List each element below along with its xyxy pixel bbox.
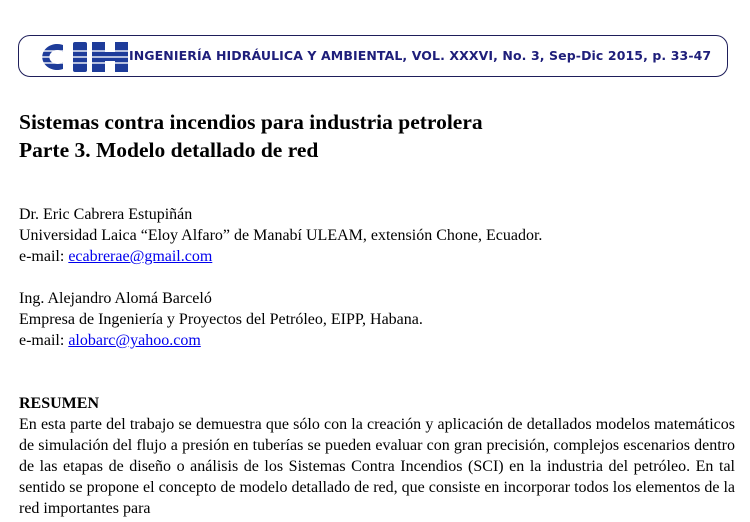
abstract-section bbox=[19, 393, 735, 519]
author-affiliation: Empresa de Ingeniería y Proyectos del Petróleo, EIPP, Habana. bbox=[19, 311, 423, 328]
paper-title bbox=[19, 108, 483, 164]
abstract-heading: RESUMEN bbox=[19, 395, 100, 412]
author-block bbox=[19, 288, 542, 351]
title-line-1: Sistemas contra incendios para industria petrolera bbox=[19, 110, 483, 134]
author-affiliation: Universidad Laica “Eloy Alfaro” de Manabí ULEAM, extensión Chone, Ecuador. bbox=[19, 227, 543, 244]
author-email-link[interactable]: alobarc@yahoo.com bbox=[68, 332, 201, 349]
author-list bbox=[19, 204, 542, 372]
journal-logo bbox=[33, 40, 131, 74]
author-email-line bbox=[19, 246, 542, 267]
journal-header bbox=[18, 35, 728, 77]
abstract-text: En esta parte del trabajo se demuestra que sólo con la creación y aplicación de detallados modelos matemáticos de simulación del flujo a presión en tuberías se pueden evaluar con gran precisión, complejos escenarios dentro de las etapas de diseño o análisis de los Sistemas Contra Incendios (SCI) en la industria del petróleo. En tal sentido se propone el concepto de modelo detallado de red, que consiste en incorporar todos los elementos de la red importantes para bbox=[19, 416, 735, 517]
author-email-line bbox=[19, 330, 542, 351]
journal-citation: INGENIERÍA HIDRÁULICA Y AMBIENTAL, VOL. XXXVI, No. 3, Sep-Dic 2015, p. 33-47 bbox=[129, 48, 712, 63]
author-name: Ing. Alejandro Alomá Barceló bbox=[19, 290, 212, 307]
title-line-2: Parte 3. Modelo detallado de red bbox=[19, 138, 319, 162]
author-name: Dr. Eric Cabrera Estupiñán bbox=[19, 206, 193, 223]
email-label: e-mail: bbox=[19, 332, 69, 349]
author-block bbox=[19, 204, 542, 267]
email-label: e-mail: bbox=[19, 248, 69, 265]
author-email-link[interactable]: ecabrerae@gmail.com bbox=[68, 248, 213, 265]
